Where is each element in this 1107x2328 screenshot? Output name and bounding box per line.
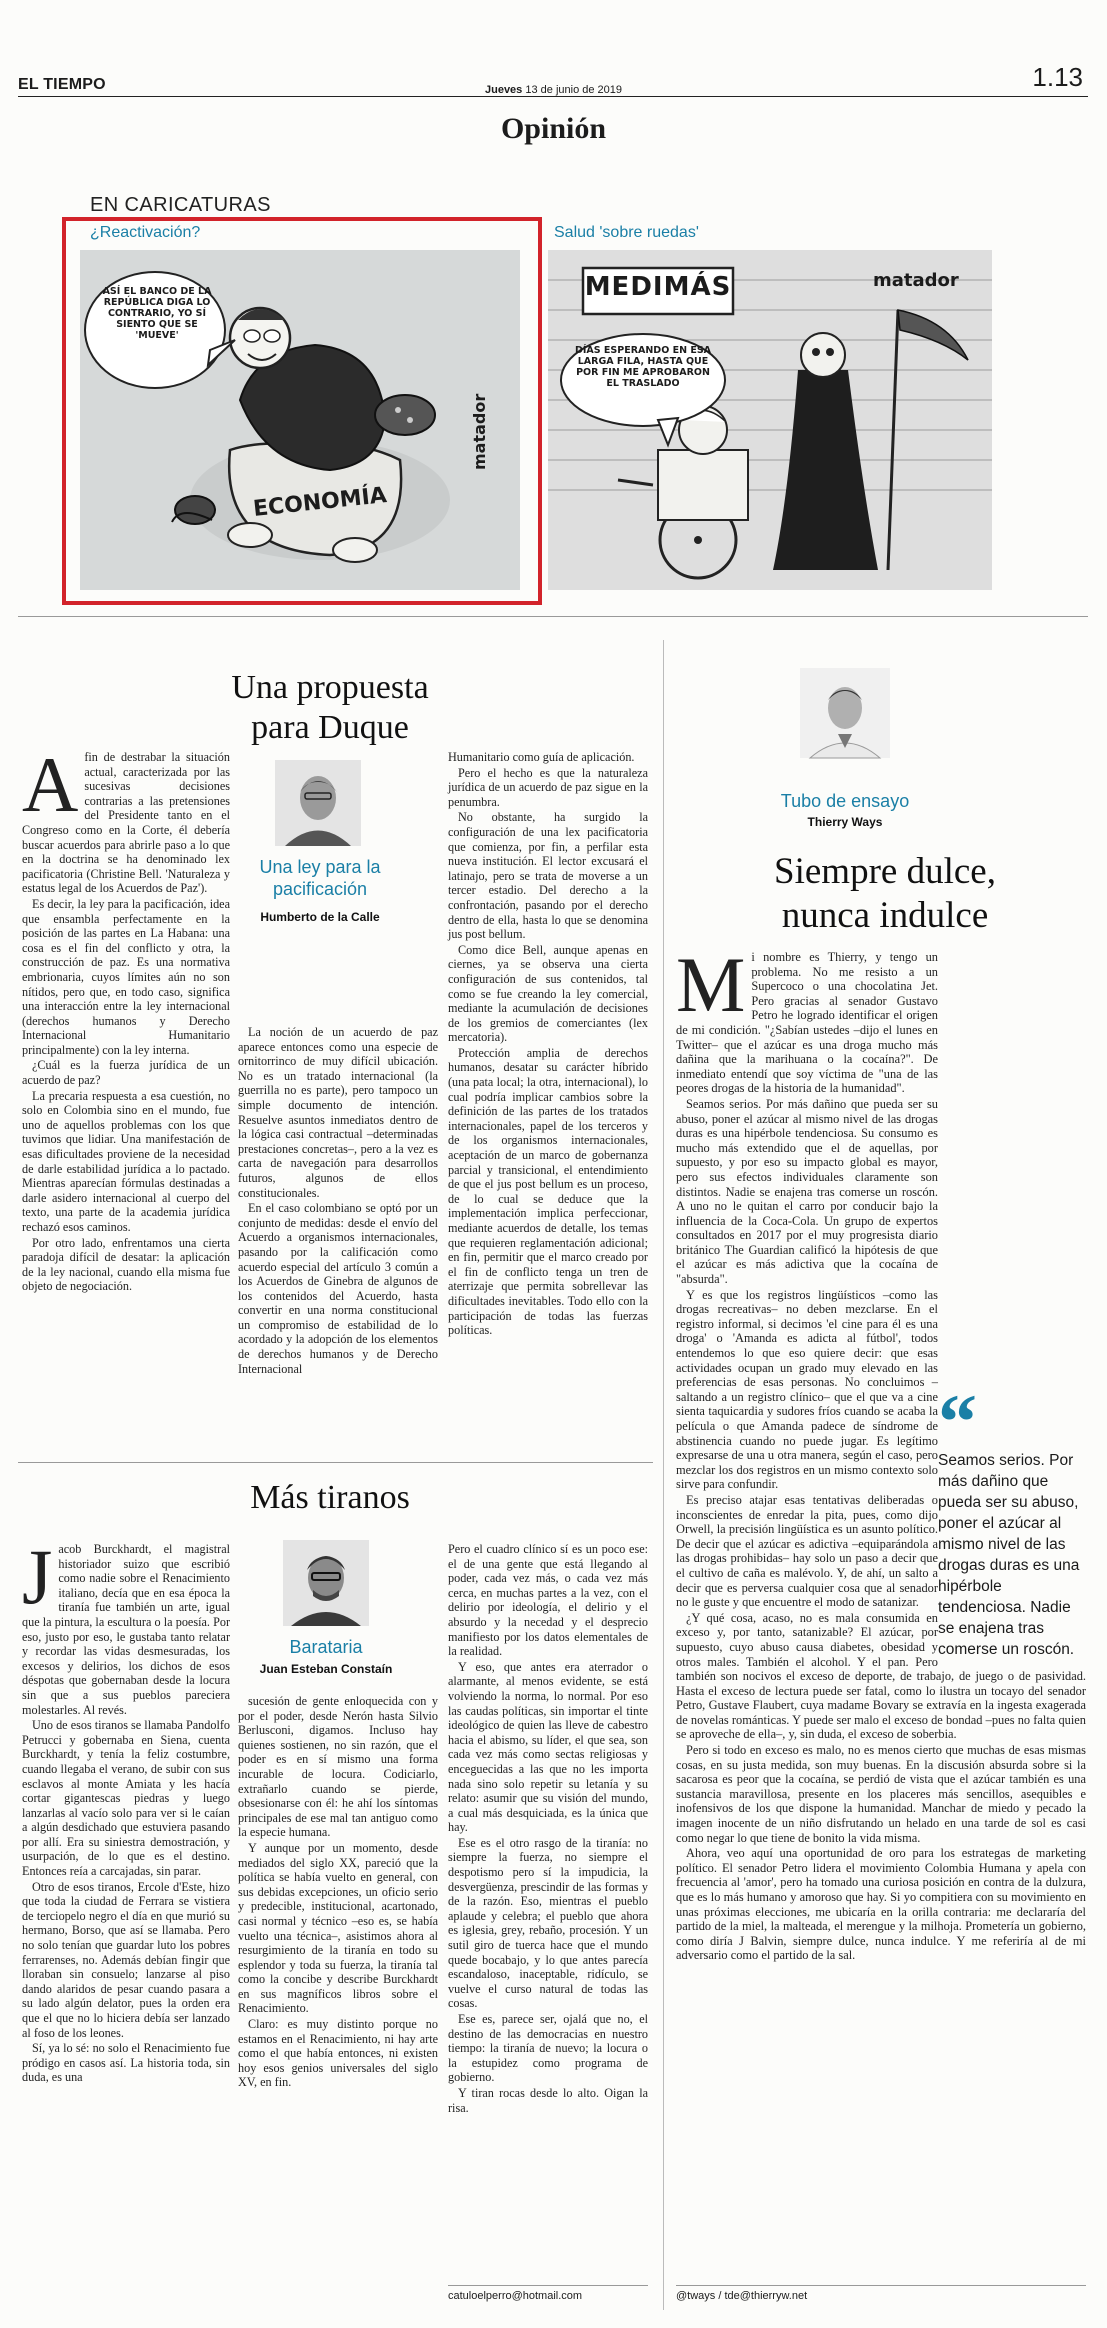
article1-paragraph: La noción de un acuerdo de paz aparece entonces como una especie de ornitorrinco de muy difícil ubicación. No es un tratado internacional (la guerrilla no es parte), pero tampoco un simple documento de intención. Resuelve asuntos inmediatos dentro de la lógica casi contractual –determinadas prestaciones concretas–, pero a la vez es carta de navegación para desarrollos futuros, algunos de ellos constitucionales. [238,1025,438,1200]
author-portrait-humberto [275,760,361,846]
column-divider [663,640,664,2310]
article1-paragraph: Humanitario como guía de aplicación. [448,750,635,764]
author-portrait-juan-esteban [283,1540,369,1626]
article2-column-3 [448,1542,648,2277]
article3-headline [690,850,1080,938]
article1-paragraph: En el caso colombiano se optó por un conjunto de medidas: desde el envío del Acuerdo a organismos internacionales, pasando por la calificación como acuerdo especial del artículo 3 común a los Acuerdos de Ginebra de algunos de los contenidos del Acuerdo, hasta convertir en una norma constitucional un compromiso de estabilidad de lo acordado y la adopción de los elementos de derechos humanos y de Derecho Internacional [238,1201,438,1376]
cartoon-left-caption: ¿Reactivación? [90,224,201,241]
article3-paragraph: ¿Y qué cosa, acaso, no es mala consumida en exceso y, por tanto, satanizable? El azúcar, por supuesto, cuyo abuso causa diabetes, obesidad y otros males. También el alcohol. Y el pan. Pero también son nocivos el exceso de deporte, de trabajo, de juego o de pasividad. Hasta el exceso de lectura puede ser fatal, como lo ilustra un tocayo del senador Petro, Gustave Flaubert, cuya madame Bovary se extravía en la ingesta exagerada de novelas románticas. Y puede ser malo el exceso de bondad –pues no falta quien se aproveche de ella–, y, sin duda, el exceso de soberbia. [676,1610,1086,1742]
article1-paragraph: La precaria respuesta a esa cuestión, no solo en Colombia sino en el mundo, fue uno de aquellos problemas con los que tuvimos que lidiar. Una manifestación de esas dificultades proviene de la necesidad de darle estabilidad jurídica a lo pactado. Mientras aparecían fórmulas destinadas a darle asidero internacional al cuerpo del texto, una parte de la academia jurídica rechazó esos caminos. [22,1088,230,1234]
article2-paragraph: sucesión de gente enloquecida con y por el poder, desde Nerón hasta Silvio Berlusconi, digamos. Incluso hay quienes sostienen, no sin razón, que el poder es en sí mismo una forma incurable de locura. Codiciarlo, extrañarlo cuando se pierde, obsesionarse con él: he ahí los síntomas principales de ese mal tan antiguo como la especie humana. [238,1694,438,1840]
article2-paragraph: acob Burckhardt, el magistral historiador suizo que escribió como nadie sobre el Renacimiento italiano, decía que en esa época la tiranía fue también un arte, igual que la pintura, la escultura o la poesía. Por eso, justo por eso, le gustaba tanto relatar y recordar las vidas desmesuradas, los excesos y delirios, los dichos de esos déspotas que gobernaban desde la locura sin que a sus pueblos pareciera molestarles. Al revés. [22,1542,230,1717]
article1-dropcap: A [22,741,79,828]
article2-paragraph: Claro: es muy distinto porque no estamos en el Renacimiento, ni hay arte como el que había entonces, ni existen hoy esos genios universales del siglo XV, en fin. [238,2017,438,2090]
article1-paragraph: fin de destrabar la situación actual, caracterizada por las sucesivas decisiones contrarias a las pretensiones del Presidente tanto en el Congreso como en la Corte, él debería buscar acuerdos para abrirle paso a lo que en la doctrina se ha denominado lex pacificatoria (Christine Bell. 'Naturaleza y estatus legal de los Acuerdos de Paz'). [22,750,230,896]
article2-paragraph: Ese es, parece ser, ojalá que no, el destino de las democracias en nuestro tiempo: la tiranía de nuevo; la locura o la estupidez como programa de gobierno. [448,2012,648,2085]
article1-headline [200,668,460,748]
article2-column-1 [22,1533,230,2312]
article3-column-name: Tubo de ensayo [780,791,910,811]
article3-paragraph: Y es que los registros lingüísticos –como las drogas recreativas– no deben mezclarse. En el registro informal, si decimos 'el cine para él es una droga' o 'Amanda es adicta al fútbol', todos entendemos lo que eso quiere decir: que esas actividades ocupan un grado muy elevado en las preferencias de esas personas. No concluimos –saltando a un registro clínico– que el que va a cine sienta taquicardia y sudores fríos cuando se acaba la película o que Amanda padece de síndrome de abstinencia cuando no puede jugar. Es legítimo expresarse de una u otra manera, según el caso, pero mezclar los dos registros en un mismo contexto solo sirve para confundir. [676,1287,938,1492]
article3-email: @tways / tde@thierryw.net [676,2285,1086,2302]
article1-bottom-rule [18,1462,653,1463]
article1-headline-line1: Una propuesta [231,669,429,706]
section-title: Opinión [500,112,607,145]
article3-headline-line2: nunca indulce [781,895,989,936]
cartoon-left-sack-label: ECONOMÍA [251,483,388,522]
article1-author: Humberto de la Calle [260,910,380,924]
article3-dropcap: M [676,941,746,1028]
masthead-rule [18,96,1088,97]
article1-paragraph: Como dice Bell, aunque apenas en ciernes, ya se observa una cierta configuración de sus contenidos, tal como se fue creando la ley comercial, mediante la acumulación de decisiones de los gremios de comerciantes (lex mercatoria). [448,942,648,1045]
article1-paragraph: Pero el hecho es que la naturaleza jurídica de un acuerdo de paz sigue en la penumbra. [448,765,648,809]
article2-dropcap: J [22,1533,53,1620]
article1-paragraph: ¿Cuál es la fuerza jurídica de un acuerdo de paz? [22,1058,230,1088]
article3-headline-line1: Siempre dulce, [774,851,996,892]
article2-paragraph: Y eso, que antes era aterrador o alarmante, al menos evidente, se está volviendo la norma, lo normal. Por eso las caudas políticas, sin importar el tinte ideológico de quien las lleve de cabestro hacia el abismo, su líder, el que sea, son cada vez más como sectas religiosas y enceguecidas a las que no les importa nada sino solo repetir su letanía y su relato: asumir que su visión del mundo, a cual más desquiciada, es la única que hay. [448,1659,648,1835]
article1-paragraph: Es decir, la ley para la pacificación, idea que ensambla perfectamente en la posición de las partes en La Habana: una cosa es el fin del conflicto y otra, la construcción de paz. Es una normativa embrionaria, cuyos límites aún no son nítidos, pero que, en todo caso, significa una interacción entre la ley internacional (derechos humanos y Derecho Internacional Humanitario principalmente) con la ley interna. [22,896,230,1057]
article3-paragraph: Pero si todo en exceso es malo, no es menos cierto que muchas de esas mismas cosas, en su justa medida, son muy buenas. En la discusión absurda sobre si la sacarosa es peor que la cocaína, se perdió de vista que el azúcar también es una sustancia maravillosa, presente en los placeres más sencillos, asequibles e inofensivos de los que dispone la humanidad. Manchar de miedo y pecado la imagen inocente de un niño disfrutando un helado en una tarde de sol es casi como negar lo que tiene de bonito la vida misma. [676,1743,1086,1845]
article2-paragraph: Otro de esos tiranos, Ercole d'Este, hizo que toda la ciudad de Ferrara se vistiera de terciopelo negro el día en que murió su hermano, Borso, que así se llamaba. Pero no solo tenían que guardar luto los pobres ferrarenses, no. Además debían fingir que lloraban sin consuelo; lanzarse al piso dando alaridos de pesar cuando pasara a su lado algún delator, pues la orden era que el que no lo hiciera debía ser lanzado al foso de los leones. [22,1879,230,2040]
article3-paragraph: Ahora, veo aquí una oportunidad de oro para los estrategas de marketing político. El senador Petro lidera el movimiento Colombia Humana y apela con frecuencia al 'amor', pero ha tomado una curiosa posición en contra de la dulzura, que es lo más humano y amoroso que hay. Si yo compitiera con su movimiento en unas próximas elecciones, me ubicaría en la orilla contraria: me declararía del partido de la miel, la malteada, el merengue y la milhoja. Prometería un gobierno, como diría J Balvin, siempre dulce, nunca indulce. Y me referiría al de mi adversario como el partido de la sal. [676,1846,1086,1963]
issue-weekday: Jueves [484,84,523,96]
article1-column-name [240,856,400,900]
cartoon-right-bubble: DÍAS ESPERANDO EN ESA LARGA FILA, HASTA QUE POR FIN ME APROBARON EL TRASLADO [574,345,712,389]
cartoon-left-signature: matador [470,393,489,470]
article2-paragraph: Y aunque por un momento, desde mediados del siglo XX, pareció que la política se había vuelto en general, con sus debidas excepciones, un oficio serio y predecible, institucional, acartonado, casi normal y técnico –eso es, se había vuelto una técnica–, asistimos ahora al resurgimiento de la tiranía en todo su esplendor y toda su fuerza, la tiranía tal como la concibe y describe Burckhardt en sus magníficos libros sobre el Renacimiento. [238,1840,438,2016]
issue-date [0,84,1107,96]
author-portrait-thierry-drawing [800,668,890,758]
page-number: 1.13 [1032,62,1083,92]
article1-column-name-line1: Una ley para la [259,857,381,877]
article2-paragraph: Ese es el otro rasgo de la tiranía: no siempre la fuerza, no siempre el despotismo pero sí la impudicia, la desvergüenza, prescindir de las formas y de la razón. Eso, mientras el pueblo aplaude y celebra; el pueblo que ahora es iglesia, grey, rebaño, procesión. Y un sutil giro de tuerca hace que el mundo quede bocabajo, y lo que antes parecía escandaloso, inaceptable, ridículo, se vuelve el curso natural de todas las cosas. [448,1835,648,2011]
article1-column-1 [22,741,230,1450]
article3-paragraph: Es preciso atajar esas tentativas deliberadas o inconscientes de enredar la pita, pues, como dijo Orwell, la precisión lingüística es un asunto político. De decir que el azúcar es adictiva –equiparándola a las drogas prohibidas– hay solo un paso a decir que el cultivo de caña es malévolo. Y, de ahí, un salto a decir que es perversa cualquier cosa que al senador no le guste y que encuentre el modo de satanizar. [676,1492,938,1610]
cartoon-right-signature: matador [873,270,959,291]
cartoon-left-bubble: ASÍ EL BANCO DE LA REPÚBLICA DIGA LO CONTRARIO, YO SÍ SIENTO QUE SE 'MUEVE' [102,286,212,341]
cartoon-right [548,250,992,590]
article2-headline: Más tiranos [250,1479,410,1516]
article2-paragraph: Y tiran rocas desde lo alto. Oigan la risa. [448,2085,648,2115]
pullquote-mark-icon: “ [938,1378,977,1465]
article2-paragraph: Uno de esos tiranos se llamaba Pandolfo Petrucci y gobernaba en Siena, cuenta Burckhardt, y tenía la feliz costumbre, cuando llegaba el verano, de subir con sus esclavos al monte Amiata y les hacía cortar gigantescas piedras y luego lanzarlas al vacío solo para ver si le caían a algún desdichado que estuviera pasando por allí. Era su siniestra demostración, y usurpación, de lo que es el destino. Entonces reía a carcajadas, sin parar. [22,1718,230,1879]
article2-column-2 [238,1694,438,2308]
author-portrait-humberto-drawing [275,760,361,846]
article1-paragraph: Por otro lado, enfrentamos una cierta paradoja difícil de desatar: la aplicación de la ley nacional, cuando ella misma fue objeto de negociación. [22,1235,230,1294]
author-portrait-juan-esteban-drawing [283,1540,369,1626]
cartoons-rule [18,616,1088,617]
article1-paragraph: Protección amplia de derechos humanos, desatar su carácter híbrido (una pata local; la otra, internacional), lo cual podría implicar cambios sobre la definición de las partes de los tratados internacionales, papel de los terceros y de los organismos internacionales, aceptación de un marco de gobernanza parcial y transicional, el entendimiento de que el jus post bellum es un proceso, de lo cual se deduce que la implementación implica perfeccionar, mediante acuerdos de detalle, los temas que requieren reglamentación adicional; en fin, permitir que el marco creado por el fin de conflicto tenga un tren de aterrizaje que permita sobrellevar las dificultades inevitables. Todo ello con la participación de todas las fuerzas políticas. [448,1045,648,1338]
author-portrait-thierry [800,668,890,758]
article1-headline-line2: para Duque [251,709,409,746]
article2-author: Juan Esteban Constaín [259,1662,393,1676]
article1-column-3 [448,750,648,1455]
article2-column-name: Barataria [289,1637,363,1657]
article3-paragraph: Seamos serios. Por más dañino que pueda ser su abuso, poner el azúcar al mismo nivel de las drogas duras es una hipérbole tendenciosa. Su consumo es mucho más extendido que el de aquellas, por supuesto, y por eso su impacto global es mayor, pero sus efectos individuales claramente son distintos. Nadie se enajena tras comerse un roscón. A uno no le quitan el carro por conducir bajo la influencia de la Coca-Cola. Un grupo de expertos consultados en 2017 por el muy progresista diario británico The Guardian calificó la hipótesis de que el azúcar es más adictiva que la cocaína de "absurda". [676,1096,938,1287]
article2-paragraph: Pero el cuadro clínico sí es un poco ese: el de una gente que está llegando al poder, cada vez más, o cada vez más cerca, en muchas partes a la vez, con el delirio por ideología, el delirio y el absurdo y la necedad y el desprecio manifiesto por los datos elementales de la realidad. [448,1542,648,1659]
article2-email: catuloelperro@hotmail.com [448,2285,648,2302]
article3-paragraph: i nombre es Thierry, y tengo un problema. No me resisto a un Supercoco o una chocolatina Jet. Pero gracias al senador Gustavo Petro he logrado identificar el origen de mi condición. "¿Sabían ustedes –dijo el lunes en Twitter– que el azúcar es una droga mucho más dañina que la marihuana o la cocaína?". De inmediato entendí que soy víctima de "una de las peores drogas de la historia de la humanidad". [676,950,938,1096]
cartoons-kicker: EN CARICATURAS [90,194,271,216]
article1-paragraph: No obstante, ha surgido la configuración de una lex pacificatoria que comienza, por fin, a perfilar esta nueva institución. El lector excusará el latinajo, pero se trata de moverse a un tercer estadio. Del derecho a la confrontación, pasando por el derecho dentro de ella, hasta lo que se denomina jus post bellum. [448,810,648,942]
issue-date-text: 13 de junio de 2019 [525,84,623,96]
article3-pullquote: Seamos serios. Por más dañino que pueda ser su abuso, poner el azúcar al mismo nivel de las drogas duras es una hipérbole tendenciosa. Nadie se enajena tras comerse un roscón. [938,1452,1080,1658]
article1-column-name-line2: pacificación [272,879,368,899]
cartoon-right-caption: Salud 'sobre ruedas' [554,224,699,241]
cartoon-right-sign: MEDIMÁS [584,272,732,302]
article2-paragraph: Sí, ya lo sé: no solo el Renacimiento fue pródigo en casos así. La historia toda, sin duda, es una [22,2041,230,2085]
article3-author: Thierry Ways [807,815,883,829]
highlight-box [62,217,542,605]
article1-column-2 [238,1025,438,1455]
newspaper-logo: EL TIEMPO [18,76,106,93]
